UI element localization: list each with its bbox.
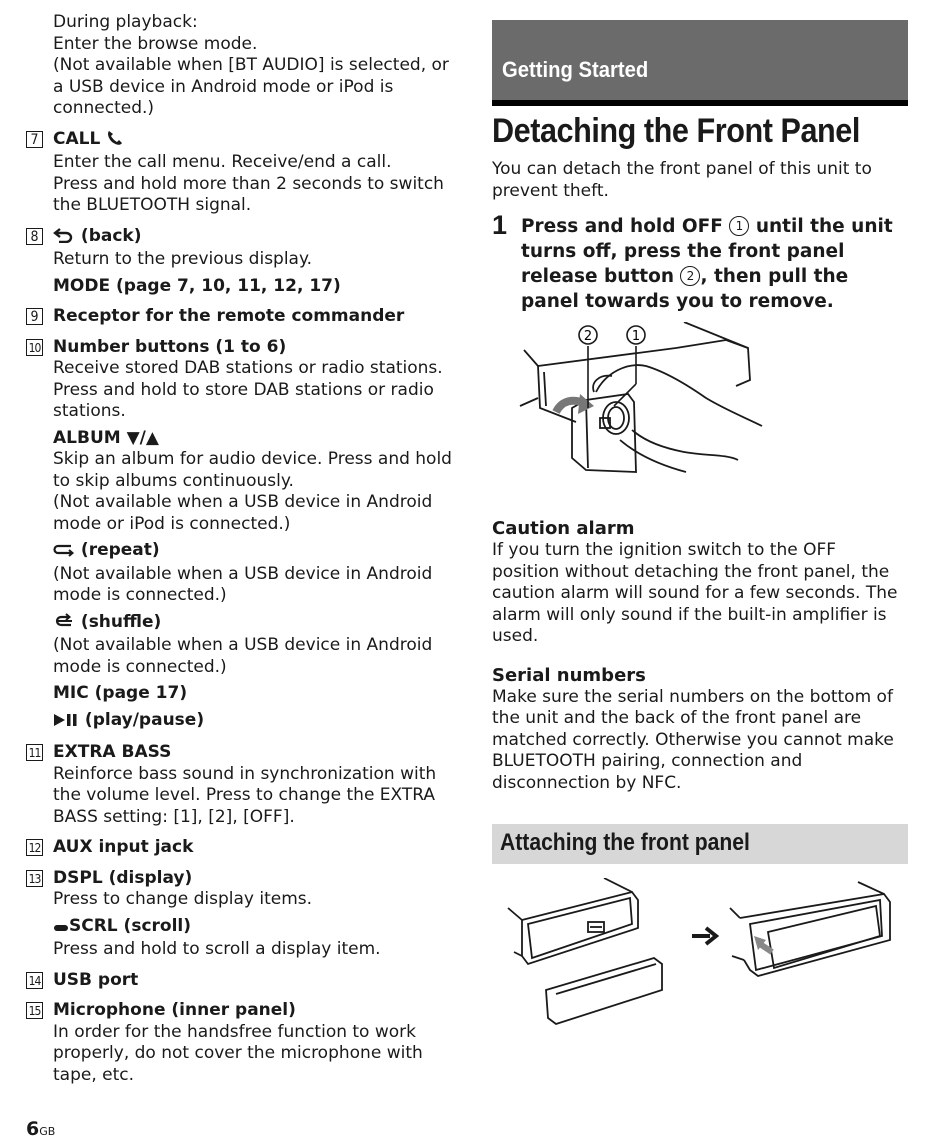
item-number: 11 [26, 744, 43, 761]
section-banner [492, 20, 908, 106]
right-column [492, 20, 908, 1038]
item-number: 14 [26, 972, 43, 989]
attach-heading-bar [492, 824, 908, 864]
repeat-title: (repeat) [80, 540, 160, 560]
section-banner-title: Getting Started [502, 57, 649, 82]
extra-bass-desc: Reinforce bass sound in synchronization with the volume level. Press to change the EXTRA BASS setting: [1], [2], [OFF]. [53, 763, 437, 827]
scroll-bar-icon [53, 918, 69, 940]
caution-title: Caution alarm [492, 518, 635, 539]
entry-extra-bass [26, 742, 456, 828]
serial-title: Serial numbers [492, 664, 646, 686]
step-1 [492, 210, 908, 314]
scrl-desc: Press and hold to scroll a display item. [53, 939, 381, 959]
entry-back [26, 226, 456, 298]
entry-receptor [26, 306, 456, 328]
left-column [26, 12, 456, 1086]
intro-line: During playback: [53, 12, 198, 32]
serial-text: Make sure the serial numbers on the bottom of the unit and the back of the front panel are matched correctly. Otherwise you cannot make BLUETOOTH pairing, connection and disconnection by NFC. [492, 686, 894, 793]
callout-circle: 1 [729, 216, 749, 236]
item-number: 13 [26, 870, 43, 887]
page-number-value: 6 [26, 1118, 40, 1140]
mode-label: MODE (page 7, 10, 11, 12, 17) [53, 275, 341, 296]
usb-title: USB port [53, 969, 139, 990]
call-title: CALL [53, 128, 101, 149]
back-desc: Return to the previous display. [53, 249, 313, 269]
shuffle-title: (shuffle) [80, 611, 162, 632]
entry-number-buttons [26, 337, 456, 734]
shuffle-icon [53, 613, 75, 636]
callout-label: 2 [583, 329, 593, 344]
callout-circle: 2 [680, 266, 700, 286]
page-number [26, 1118, 55, 1140]
call-desc: Enter the call menu. Receive/end a call. [53, 152, 392, 172]
attach-heading: Attaching the front panel [500, 829, 750, 856]
dspl-title: DSPL (display) [53, 867, 193, 888]
intro-line: Enter the browse mode. [53, 33, 258, 54]
step-number: 1 [492, 210, 508, 240]
detach-illustration-svg [516, 322, 816, 494]
item-number: 7 [26, 131, 43, 148]
item-number: 9 [26, 308, 43, 325]
back-arrow-icon [53, 227, 75, 250]
page-number-suffix: GB [39, 1125, 56, 1138]
entry-dspl [26, 868, 456, 961]
entry-call [26, 129, 456, 217]
call-desc: Press and hold more than 2 seconds to switch the BLUETOOTH signal. [53, 173, 444, 215]
detach-illustration [492, 322, 908, 494]
phone-icon [106, 130, 124, 153]
caution-text: If you turn the ignition switch to the OFF position without detaching the front panel, the caution alarm will sound for a few seconds. The alarm will only sound if the built-in amplifier is used. [492, 540, 898, 646]
receptor-title: Receptor for the remote commander [53, 306, 405, 326]
intro-note: (Not available when [BT AUDIO] is selected, or a USB device in Android mode or iPod is connected.) [53, 55, 449, 118]
album-note: (Not available when a USB device in Android mode or iPod is connected.) [53, 492, 433, 534]
back-title: (back) [80, 225, 142, 246]
mic-label: MIC (page 17) [53, 683, 188, 703]
scrl-title: SCRL (scroll) [69, 915, 192, 936]
shuffle-note: (Not available when a USB device in Android mode is connected.) [53, 635, 433, 677]
microphone-title: Microphone (inner panel) [53, 1000, 296, 1020]
play-pause-icon [53, 712, 79, 734]
album-title: ALBUM ▼/▲ [53, 427, 159, 448]
step-text: , then pull the panel towards you to remove. [521, 266, 849, 312]
microphone-desc: In order for the handsfree function to work properly, do not cover the microphone with tape, etc. [53, 1021, 423, 1085]
browse-intro [26, 12, 456, 120]
number-buttons-desc: Receive stored DAB stations or radio stations. Press and hold to store DAB stations or radio stations. [53, 358, 443, 421]
item-number: 8 [26, 228, 43, 245]
entry-microphone [26, 1000, 456, 1086]
repeat-note: (Not available when a USB device in Android mode is connected.) [53, 563, 433, 605]
extra-bass-title: EXTRA BASS [53, 742, 172, 762]
page-title: Detaching the Front Panel [492, 112, 860, 150]
step-text: until the unit turns off, press the front panel release button [521, 216, 893, 287]
item-number: 10 [26, 339, 43, 356]
item-number: 12 [26, 839, 43, 856]
intro-text: You can detach the front panel of this unit to prevent theft. [492, 159, 872, 201]
attach-illustration-svg [504, 878, 904, 1038]
dspl-desc: Press to change display items. [53, 889, 313, 909]
callout-label: 1 [631, 329, 641, 344]
aux-title: AUX input jack [53, 837, 194, 857]
step-text: Press and hold OFF [521, 216, 723, 237]
entry-aux [26, 837, 456, 859]
attach-illustration [492, 878, 908, 1038]
play-pause-title: (play/pause) [84, 709, 205, 730]
item-number: 15 [26, 1002, 43, 1019]
number-buttons-title: Number buttons (1 to 6) [53, 336, 287, 357]
album-desc: Skip an album for audio device. Press and hold to skip albums continuously. [53, 449, 452, 491]
entry-usb [26, 970, 456, 992]
repeat-icon [53, 542, 75, 564]
